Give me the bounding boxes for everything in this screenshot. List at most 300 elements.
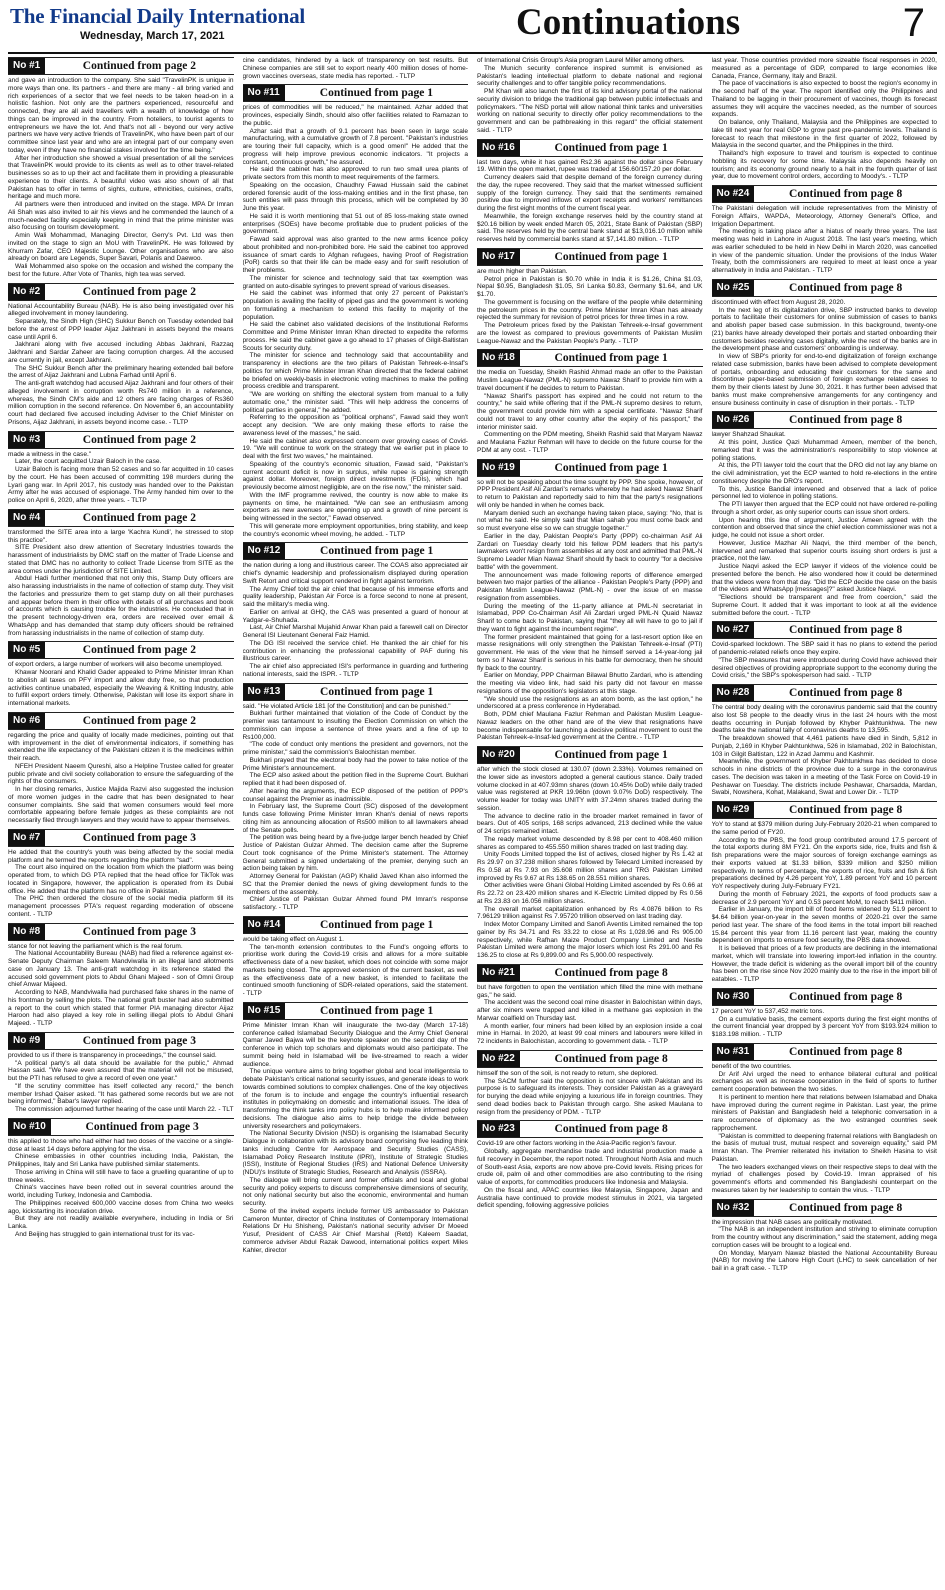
article-paragraph: The ready market volume descended by 8.98 per cent to 408.460 million shares as compared to 455.550 million shares traded on last trading day.: [477, 835, 703, 851]
article-paragraph: On the fiscal and, APAC countries like Malaysia, Singapore, Japan and Australia have continued to provide modest stimulus in 2021, via targeted deficit spending, following aggressive policies: [477, 1186, 703, 1210]
article-header: [477, 746, 703, 764]
continuation-article: [8, 283, 234, 427]
article-number-badge: No #14: [243, 917, 286, 933]
article-body: [8, 77, 234, 279]
continuation-article: [8, 57, 234, 279]
continuation-article: [8, 509, 234, 638]
article-paragraph: The minister for science and technology said that tax exemption was granted on auto-disable syringes to prevent spread of various diseases.: [242, 274, 468, 290]
article-body: [712, 299, 938, 408]
article-paragraph: With the IMF programme revived, the country is now able to make its payments on time, he maintained. "We can see an enthusiasm among exporters as new avenues are opening up and a growth of nine percent is being witnessed in the sector," Fawad observed.: [242, 491, 468, 522]
article-paragraph: Maryam denied such an exchange having taken place, saying: "No, that is not what he said. He simply said that Mian sahab you must come back and so must everyone else so we can struggle together.": [477, 509, 703, 532]
article-paragraph: The breakdown showed that 4,461 patients have died in Sindh, 5,812 in Punjab, 2,169 in Khyber Pakhtunkhwa, 526 in Islamabad, 202 in Balochistan, 103 in Gilgit Baltistan, 122 in Azad Jammu and Kashmir.: [711, 735, 937, 758]
article-header: [8, 1118, 234, 1136]
article-paragraph: The unique venture aims to bring together global and local intelligentsia to debate Pakistan's critical national security issues, and generate ideas to work towards combined solutions to complex challenges. One of the key objectives of the forum is to include and engage the country's influential research institutes in policymaking on domestic and international issues. The idea of transforming the think tanks into policy hubs is to help make informed policy decisions. The dialogue also aims to help bridge the divide between university researchers and policymakers.: [242, 1068, 468, 1130]
page-number: 7: [902, 1, 925, 45]
continuation-article: [8, 829, 234, 919]
continued-from-label: Continued from page 8: [789, 990, 903, 1003]
continuation-article: [712, 279, 938, 408]
article-paragraph: would be taking effect on August 1.: [242, 935, 344, 943]
article-body: [243, 57, 469, 80]
continuation-article: [477, 349, 703, 454]
article-paragraph: The accident was the second coal mine disaster in Balochistan within days, after six miners were trapped and killed in a methane gas explosion in the Marwar coalfield on Thursday last.: [477, 999, 703, 1022]
article-body: [8, 303, 234, 427]
article-paragraph: "Pakistan is committed to deepening fraternal relations with Bangladesh on the basis of mutual trust, mutual respect and sovereign equality," said PM Imran Khan. The Premier reiterated his invitation to Sheikh Hasina to visit Pakistan.: [711, 1132, 937, 1163]
continued-from-label: Continued from page 1: [554, 749, 668, 761]
article-number-badge: No #1: [8, 58, 45, 74]
article-header: [477, 1120, 703, 1138]
continuation-article: [477, 57, 703, 135]
column-1: [8, 57, 234, 1585]
article-number-badge: No #30: [712, 989, 755, 1005]
article-body: [243, 1022, 469, 1255]
article-paragraph: the nation during a long and illustrious career. The COAS also appreciated air chief's dynamic leadership and professionalism displayed during operation Swift Retort and critical support rendered in fight against terrorism.: [242, 562, 468, 585]
article-paragraph: "The NAB is an independent institution and striving to eliminate corruption from the country without any discrimination," said the statement, adding mega corruption cases will be brought to a logical end.: [711, 1226, 937, 1249]
article-paragraph: Uzair Baloch is facing more than 52 cases and so far acquitted in 10 cases by the court. He has been accused of committing 198 murders during the Lyari gang war. In April 2017, his custody was handed over to the Pakistan Army after he was accused of espionage. The Army handed him over to the police on April 6, 2020, after three years. - TLTP: [8, 466, 234, 504]
article-header: [8, 923, 234, 941]
newspaper-name: The Financial Daily International: [10, 4, 306, 28]
article-paragraph: provided to us if there is transparency in proceedings," the counsel said.: [8, 1051, 217, 1059]
article-paragraph: The DG ISI received the service chief. He thanked the air chief for his contribution in enhancing the professional capability of PAF during his illustrious career.: [242, 639, 468, 663]
article-number-badge: No #9: [8, 1033, 45, 1049]
article-paragraph: The Petroleum prices fixed by the Pakistan Tehreek-e-Insaf government are the lowest as compared to previous governments of Pakistan Muslim League-Nawaz and the Pakistan People's Party. - TLTP: [477, 322, 703, 345]
continuation-article: [712, 1199, 938, 1273]
continuation-article: [712, 185, 938, 275]
article-paragraph: regarding the price and quality of locally made medicines, pointing out that with improvement in the diet of environmental indicators, if something has extended the life expectancy of the Pakistani citizen it is the medicines within their reach.: [8, 731, 234, 762]
article-paragraph: Earlier on Monday, PPP Chairman Bilawal Bhutto Zardari, who is attending the meeting via video link, had said his party did not favour en masse resignations of the opposition's legislators at this stage.: [477, 672, 703, 695]
article-paragraph: The former president maintained that going for a last-resort option like en masse resignations will only strengthen the Pakistan Tehreek-e-Insaf (PTI) government. He was of the view that he himself served a 14-year-long jail term so if Nawaz Sharif is serious in his battle for democracy, then he should fly back to the country.: [477, 633, 703, 672]
article-header: [712, 185, 938, 203]
article-paragraph: And Beijing has struggled to gain international trust for its vac-: [15, 1230, 195, 1238]
article-number-badge: No #13: [243, 684, 286, 700]
article-body: [712, 821, 938, 984]
article-paragraph: Upon hearing this line of argument, Justice Ameen agreed with the contention and observed that since the chief election commissioner was not a judge, he could not issue a short order.: [711, 516, 937, 539]
article-paragraph: National Accountability Bureau (NAB). He is also being investigated over his alleged involvement in money laundering.: [8, 302, 234, 318]
article-paragraph: PM Khan will also launch the first of its kind advisory portal of the national security division to bridge the traditional gap between public intellectuals and policymakers. "The NSD portal will allow national think tanks and universities working on national security to directly offer policy recommendations to the government and can be pathbreaking in this regard" the official statement said. - TLTP: [477, 88, 703, 134]
article-header: [712, 621, 938, 639]
article-paragraph: Thailand's high exposure to travel and tourism is expected to continue hobbling its recovery for some time. Malaysia also depends heavily on tourism; and its economy ground nearly to a halt in the fourth quarter of last year, due to movement control orders, according to Moody's. - TLTP: [711, 150, 937, 181]
article-columns: [8, 57, 937, 1585]
article-paragraph: "A political party's all data should be available for the public," Ahmad Hassan said. "We have even assured that the material will not be misused, but the PTI has refused to give a record of even one year.": [8, 1059, 234, 1082]
article-paragraph: After her introduction she showed a visual presentation of all the services that TravelinPK would provide to its clients as well as to other travel-related businesses so as to up their act and facilitate them in providing a pleasurable experience to their clients. A beautiful video was also shown of all that Pakistan has to offer in terms of sights, culture, ethnicities, cuisines, crafts, heritage and much more.: [8, 154, 234, 201]
article-paragraph: He said it is worth mentioning that 51 out of 85 loss-making state owned enterprises (SOEs) have become profitable due to prudent policies of the government.: [242, 212, 468, 236]
article-header: [712, 1199, 938, 1217]
article-paragraph: The ECP also asked about the petition filed in the Supreme Court. Bukhari replied that it had been disposed of.: [242, 772, 468, 787]
article-number-badge: No #32: [712, 1200, 755, 1216]
article-header: [8, 641, 234, 659]
article-paragraph: "We are working on shifting the electoral system from manual to a fully automatic one," the minister said. "This will help address the concerns of political parties in general," he added.: [242, 391, 468, 414]
article-paragraph: The Munich security conference inspired summit is envisioned as Pakistan's leading intellectual platform to debate national and regional security challenges and to offer tangible policy recommendations.: [477, 64, 703, 88]
article-paragraph: Unity Foods Limited topped the list of actives, closed higher by Rs 1.42 at Rs 29.97 on 37.238 million shares followed by Telecard Limited increased by Rs 0.58 at Rs 7.93 on 35.608 million shares and TRG Pakistan Limited improved by Rs 9.67 at Rs 138.65 on 28.551 million shares.: [477, 851, 703, 882]
article-body: [477, 159, 703, 244]
article-body: [243, 104, 469, 538]
continued-from-label: Continued from page 1: [554, 141, 668, 154]
article-paragraph: Last, Air Chief Marshal Mujahid Anwar Khan paid a farewell call on Director General ISI Lieutenant General Faiz Hamid.: [242, 624, 468, 639]
article-paragraph: of International Crisis Group's Asia program Laurel Miller among others.: [477, 57, 685, 64]
continuation-article: [712, 411, 938, 617]
article-body: [8, 1052, 234, 1114]
article-paragraph: last year. Those countries provided more sizeable fiscal responses in 2020, measured as a percentage of GDP, compared to large economies like Canada, France, Germany, Italy and Brazil.: [711, 57, 937, 80]
article-paragraph: The government is focusing on the welfare of the people while determining the petroleum prices in the country. Prime Minister Imran Khan has already rejected the summary for revision of petrol prices for three times in a row.: [477, 298, 703, 322]
section-title: Continuations: [516, 2, 741, 43]
article-paragraph: Index Motor Company Limited and Sanofi Aventis Limited remained the top gainer by Rs 34.71 and Rs 33.22 to close at Rs 1,028.96 and Rs 905.00 respectively, while Rafhan Maize Product Company Limited and Nestle Pakistan Limited were among the major losers which lost Rs 291.00 and Rs 136.25 to close at Rs 9,899.00 and Rs 5,900.00 respectively.: [477, 921, 703, 959]
article-paragraph: Jakhrani along with five accused including Abbas Jakhrani, Razzaq Jakhrani and Sardar Zaheer are facing corruption charges. All the accused are currently in jail, except Jakhrani.: [8, 341, 234, 364]
article-header: [712, 1043, 938, 1061]
article-paragraph: discontinued with effect from August 28, 2020.: [711, 298, 846, 306]
article-paragraph: the media on Tuesday, Sheikh Rashid Ahmad made an offer to the Pakistan Muslim League-Nawaz (PML-N) supremo Nawaz Sharif to provide him with a travel document if he decides to return to Pakistan.: [477, 369, 703, 392]
article-paragraph: In February last, the Supreme Court (SC) disposed of the development funds case following Prime Minister Imran Khan's denial of news reports citing him as announcing allocation of Rs500 million to all lawmakers ahead of the Senate polls.: [242, 803, 468, 834]
article-paragraph: made a witness in the case.": [8, 450, 92, 458]
article-paragraph: The National Accountability Bureau (NAB) had filed a reference against ex-Senate Deputy Chairman Saleem Mandviwalla in an illegal land allotments case on January 13. The anti-graft watchdog in its reference stated the accused sold government plots to Abdul Ghani Majeed - son of Omni Group chief Anwar Majeed.: [8, 950, 234, 989]
continuation-article: [477, 746, 703, 960]
continued-from-label: Continued from page 3: [85, 1120, 199, 1133]
article-paragraph: In the next leg of its digitalization drive, SBP instructed banks to develop portals to facilitate their customers for online submission of cases to banks and abolish paper based case submission. In this background, twenty-one (21) banks have already developed their portals and started onboarding their customers besides receiving cases digitally, while the rest of the banks are in the development phase and customers' onboarding is underway.: [711, 306, 937, 353]
article-body: [8, 849, 234, 919]
article-header: [477, 139, 703, 157]
continued-from-label: Continued from page 8: [789, 624, 903, 637]
continued-from-label: Continued from page 8: [554, 1052, 668, 1065]
article-paragraph: Wali Mohammed also spoke on the occasion and wished the company the best for the future. After Vote of Thanks, high tea was served.: [8, 263, 234, 278]
article-number-badge: No #2: [8, 284, 45, 300]
article-paragraph: transformed the SITE area into a large 'Kachra Kundi', he stressed to stop this practice".: [8, 528, 234, 544]
article-paragraph: He said the cabinet was informed that only 27 percent of Pakistan's population is availing the facility of piped gas and the government is working on formulating a mechanism to extend this facility to majority of the population.: [242, 290, 468, 321]
continued-from-label: Continued from page 8: [789, 281, 903, 294]
article-header: [243, 916, 469, 934]
continuation-article: [712, 57, 938, 181]
article-paragraph: The dialogue will bring current and former officials and local and global security and policy experts to discuss comprehensive dimensions of security, not only national security but also the economic, environmental and human security.: [242, 1176, 468, 1207]
article-paragraph: He said the cabinet has also approved to run two small urea plants of private sectors from this month to meet requirements of the farmers.: [242, 166, 468, 181]
article-paragraph: 17 percent YoY to 537,452 metric tons.: [711, 1007, 825, 1015]
continued-from-label: Continued from page 8: [789, 188, 903, 200]
article-paragraph: "If the scrutiny committee has itself collected any record," the bench member Irshad Qaiser asked. "It has gathered some records but we are not being informed," Babar's lawyer replied.: [8, 1082, 234, 1106]
article-paragraph: of export orders, a large number of workers will also become unemployed.: [8, 661, 223, 669]
article-paragraph: this applied to those who had either had two doses of the vaccine or a single-dose at least 14 days before applying for the visa.: [8, 1137, 234, 1153]
article-paragraph: The National Security Division (NSD) is organising the Islamabad Security Dialogue in collaboration with its advisory board comprising five leading think tanks including Centre for Aerospace and Security Studies (CASS), Islamabad Policy Research Institute (IPRI), Institute of Strategic Studies (ISSI), Institute of Regional Studies (IRS) and National Defence University (NDU)'s Institute of Strategic Studies, Research and Analysis (ISSRA).: [242, 1130, 468, 1176]
article-header: [8, 1032, 234, 1050]
article-number-badge: No #16: [477, 140, 520, 156]
article-paragraph: The Philippines received 600,000 vaccine doses from China two weeks ago, kickstarting its inoculation drive.: [8, 1199, 234, 1215]
masthead: [8, 0, 937, 54]
continued-from-label: Continued from page 1: [320, 685, 434, 698]
article-paragraph: NFEH President Naeem Qureshi, also a Helpline Trustee called for greater public private and civil society collaboration to ensure the safeguarding of the rights of the consumers.: [8, 762, 234, 786]
article-paragraph: During the month of February 2021, the exports of food products saw a decrease of 2.9 percent YoY and 0.53 percent MoM, to reach $411 million.: [711, 890, 937, 906]
article-paragraph: Meanwhile, the government of Khyber Pakhtunkhwa has decided to close schools in nine districts of the province due to a surge in the coronavirus cases. The decision was taken in a meeting of the Task Force on Covid-19 in Peshawar on Tuesday. The districts include Peshawar, Charsadda, Mardan, Swabi, Nowshera, Kohat, Malakand, Swat and Lower Dir. - TLTP: [711, 758, 937, 797]
article-paragraph: Both, PDM chief Maulana Fazlur Rehman and Pakistan Muslim League-Nawaz leaders on the other hand are of the view that resignations have become indispensable for launching a decisive political movement to oust the Pakistan Tehreek-e-Insaf-led government at the Centre. - TLTP: [477, 711, 703, 742]
article-paragraph: "The code of conduct only mentions the president and governors, not the prime minister," said the commission's Balochistan member.: [242, 741, 468, 756]
article-paragraph: Chief Justice of Pakistan Gulzar Ahmed found PM Imran's response satisfactory. - TLTP: [242, 896, 468, 911]
article-number-badge: No #29: [712, 802, 755, 818]
article-paragraph: Covid-sparked lockdown. The SBP said it has no plans to extend the period of pandemic-related reliefs once they expire.: [711, 641, 937, 656]
article-paragraph: and gave an introduction to the company. She said "TravelinPK is unique in more ways than one. Its partners - and there are many - all bring varied and rich experiences of a sector that we feel needs to be taken head-on in a holistic fashion. Not only are the partners experienced, resourceful and connected, they are all avid travellers with a wealth of knowledge of how things can be improved in the country. From hoteliers, to tourist agents to entrepreneurs we have the lot. And that's not all - beyond our very active partners we have very active friends of TravelinPK, who have been part of our committee since last year and who are an integral part of our company even today, even if they have no financial stakes involved for the time being.": [8, 77, 234, 154]
article-number-badge: No #6: [8, 713, 45, 729]
continuation-article: [477, 964, 703, 1046]
article-number-badge: No #31: [712, 1044, 755, 1060]
continued-from-label: Continued from page 8: [789, 414, 903, 427]
column-3: [477, 57, 703, 1585]
article-paragraph: However, Justice Mazhar Ali Naqvi, the third member of the bench, intervened and remarked that superior courts issuing short orders is just a practice, not the law.: [711, 539, 937, 563]
article-paragraph: He said the cabinet also expressed concern over growing cases of Covid-19. "We will continue to work on the strategy that we earlier put in place to deal with the first two waves," he maintained.: [242, 437, 468, 460]
article-body: [477, 1070, 703, 1117]
issue-date: Wednesday, March 17, 2021: [80, 30, 225, 42]
article-paragraph: It is pertinent to mention here that relations between Islamabad and Dhaka have improved during the current regime in Pakistan. Last year, the prime ministers of Pakistan and Bangladesh held a telephonic conversation in a rare occurrence of diplomacy as the two estranged countries seek rapprochement.: [711, 1093, 937, 1132]
continued-from-label: Continued from page 1: [320, 918, 434, 931]
article-paragraph: The advance to decline ratio in the broader market remained in favor of bears. Out of 405 scrips, 168 scrips advanced, 213 declined while the value of 24 scrips remained intact.: [477, 812, 703, 835]
continuation-article: [712, 684, 938, 797]
article-number-badge: No #4: [8, 510, 45, 526]
article-header: [8, 712, 234, 730]
article-paragraph: At this, the PTI lawyer told the court that the DRO did not lay any blame on the civil administration, yet the ECP wanted to hold re-elections in the entire constituency despite the DRO's report.: [711, 462, 937, 485]
continued-from-label: Continued from page 1: [554, 461, 668, 474]
article-number-badge: No #22: [477, 1051, 520, 1067]
article-header: [243, 542, 469, 560]
article-paragraph: Globally, aggregate merchandise trade and industrial production made a full recovery in December, the report noted. Throughout North Asia and much of South-east Asia, exports are now above pre-Covid levels. Rising prices for crude oil, palm oil and other commodities are also contributing to the rising value of exports, for commodities producers like Indonesia and Malaysia.: [477, 1148, 703, 1186]
article-paragraph: The ten-month extension contributes to the Fund's ongoing efforts to prioritise work during the Covid-19 crisis and allows for a more suitable effectiveness date of a new basket, which does not coincide with some major markets being closed. The approved extension of the current basket, as well as the effectiveness date of a new basket, is intended to facilitate the continued smooth functioning of SDR-related operations, said the statement. - TLTP: [242, 943, 468, 997]
article-paragraph: benefit of the two countries.: [711, 1062, 792, 1070]
article-paragraph: Speaking on the occasion, Chaudhry Fawad Hussain said the cabinet ordered forensic audit of the loss-making entities and in the first phase, ten such entities will pass through this process, which will be completed by 30 June this year.: [242, 181, 468, 212]
article-paragraph: But they are not readily available everywhere, including in India or Sri Lanka.: [8, 1215, 234, 1230]
continued-from-label: Continued from page 8: [789, 1201, 903, 1214]
article-paragraph: During the meeting of the 11-party alliance at PML-N secretariat in Islamabad, PPP Co-Chairman Asif Ali Zardari urged PML-N Quaid Nawaz Sharif to come back to Pakistan, saying that "they all will have to go to jail if they want to fight against the incumbent regime".: [477, 602, 703, 633]
article-paragraph: are much higher than Pakistan.: [477, 267, 568, 275]
article-paragraph: The SACM further said the opposition is not sincere with Pakistan and its purpose is to safeguard its interests. They consider Pakistan as a graveyard for burying the dead while enjoying a luxurious life in foreign countries. They send dead bodies back to Pakistan through cargo. She asked Maulana to resign from the presidency of PDM. - TLTP: [477, 1077, 703, 1116]
article-paragraph: "We should use the resignations as an atom bomb, as the last option," he underscored at a press conference in Hyderabad.: [477, 695, 703, 711]
article-paragraph: The Army Chief told the air chief that because of his immense efforts and quality leadership, Pakistan Air Force is a force second to none at present, said the military's media wing.: [242, 585, 468, 608]
article-paragraph: The PTI lawyer then argued that the ECP could not have ordered re-polling through a short order, as only superior courts can issue short orders.: [711, 501, 937, 516]
article-header: [8, 431, 234, 449]
continuation-article: [243, 542, 469, 678]
article-paragraph: The SHC Sukkur Bench after the preliminary hearing extended bail before the arrest of Aijaz Jakhrani and Lubna Farhad until April 6.: [8, 364, 234, 380]
article-header: [8, 829, 234, 847]
article-paragraph: To this, Justice Bandial intervened and observed that a lack of police personnel led to violence in polling stations.: [711, 485, 937, 501]
article-number-badge: No #17: [477, 249, 520, 265]
article-body: [712, 641, 938, 680]
article-paragraph: Meanwhile, the foreign exchange reserves held by the country stand at $20.16 billion by week ended March 05, 2021, State Bank of Pakistan (SBP) said. The reserves held by the central bank stand at $13,016.10 million while reserves held by commercial banks stand at $7,141.80 million. - TLTP: [477, 212, 703, 243]
article-paragraph: Justice Naqvi asked the ECP lawyer if videos of the violence could be presented before the bench. He also wondered how it could be determined that the videos were from that day. "Did the ECP decide the case on the basis of the videos and WhatsApp [messages]?" asked Justice Naqvi.: [711, 563, 937, 594]
article-paragraph: According to NAB, Mandviwalla had purchased fake shares in the name of his frontman by selling the plots. The national graft buster had also submitted a report to the court which stated that former PIA managing director Aijaz Haroon had also played a key role in selling illegal plots to Abdul Ghani Majeed. - TLTP: [8, 989, 234, 1027]
article-header: [8, 283, 234, 301]
article-body: [712, 1008, 938, 1039]
article-paragraph: Bukhari prayed that the electoral body had the power to take notice of the Prime Minister's announcement.: [242, 756, 468, 772]
article-number-badge: No #28: [712, 685, 755, 701]
continued-from-label: Continued from page 1: [554, 250, 668, 263]
article-body: [8, 732, 234, 825]
article-paragraph: Khawar Noorani and Khalid Gader appealed to Prime Minister Imran Khan to abolish all taxes on PFY import and allow duty free, so that production activities continue unabated, especially the Weaving & Knitting Industry, able to fulfill export orders timely. Otherwise, Pakistan will lose its export share in international markets.: [8, 669, 234, 707]
article-paragraph: A month earlier, four miners had been killed by an explosion inside a coal mine in Harnai. In 2020, at least 99 coal miners and labourers were killed in 72 incidents in Balochistan, according to government data. - TLTP: [477, 1022, 703, 1045]
article-paragraph: Earlier on arrival at GHQ, the CAS was presented a guard of honour at Yadgar-e-Shuhada.: [242, 608, 468, 624]
article-header: [477, 1050, 703, 1068]
article-paragraph: last two days, while it has gained Rs2.36 against the dollar since February 19. Within the open market, rupee was traded at 156.60/157.20 per dollar.: [477, 158, 703, 174]
article-paragraph: stance for not leaving the parliament which is the real forum.: [8, 942, 183, 950]
article-number-badge: No #26: [712, 412, 755, 428]
article-body: [477, 984, 703, 1046]
article-header: [8, 509, 234, 527]
article-paragraph: "The SBP measures that were introduced during Covid have achieved their desired objectives of providing appropriate support to the economy during the Covid crisis," the SBP's spokesperson had said. - TLTP: [711, 656, 937, 680]
continuation-article: [243, 57, 469, 80]
article-paragraph: SITE President also drew attention of Secretary Industries towards the harassment of industrialists by DMC staff on the matter of Trade License and stated that DMC has no authority to collect Trade License from SITE as the area comes under the jurisdiction of SITE Limited.: [8, 544, 234, 575]
article-paragraph: This will generate more employment opportunities, bring stability, and keep the country's economic wheel moving, he added. - TLTP: [242, 522, 468, 538]
article-paragraph: The two leaders exchanged views on their respective steps to deal with the myriad of challenges posed by Covid-19. Imran appraised of his government's efforts and commended his Bangladeshi counterpart on the measures taken by her leadership to contain the virus. - TLTP: [711, 1163, 937, 1194]
article-paragraph: According to the PBS, the food group contributed around 17.5 percent of the total exports during 8M FY21. On the exports side, rice, fruits and fish & fish preparations were the major sources of foreign exchange earnings as their exports valued at $1.33 billion, $339 million and $250 million respectively. In terms of percentage, the exports of rice, fruits and fish & fish preparations declined by 4.26 percent YoY, 1.89 percent YoY and 10 percent YoY respectively during July-February FY21.: [711, 836, 937, 890]
article-header: [477, 459, 703, 477]
article-body: [712, 704, 938, 797]
article-paragraph: The central body dealing with the coronavirus pandemic said that the country also lost 58 people to the deadly virus in the last 24 hours with the most deaths occurring in Punjab followed by Khyber Pakhtunkhwa. The new deaths take the national tally of coronavirus deaths to 13,595.: [711, 704, 937, 735]
article-paragraph: said. "He violated Article 181 [of the Constitution] and can be punished.": [242, 702, 451, 710]
article-paragraph: Earlier in January, the import bill of food items widened by 51.9 percent to $4.64 billion year-on-year in the seven months of 2020-21 over the same period last year. The share of the food items in the total import bill reached 15.84 percent this year from 11.16 percent last year, making the country dependent on imports to ensure food security, the PBS data showed.: [711, 906, 937, 945]
article-paragraph: Fawad said approval was also granted to the new arms licence policy about prohibited and non-prohibited bore. He said the cabinet too approved issuance of smart cards to Afghan refugees, having Proof of Registration (PoR) cards so that their life can be made easy and for swift resolution of their problems.: [242, 236, 468, 274]
article-paragraph: The minister for science and technology said that accountability and transparency in elections are the two pillars of Pakistan Tehreek-e-Insaf's politics for which Prime Minister Imran Khan directed that the federal cabinet be briefed on weekly-basis in electronic voting machines to make the polling process credible and transparent.: [242, 352, 468, 391]
article-paragraph: "Elections should be transparent and free from coercion," said the Supreme Court. It added that it was important to look at all the evidence submitted before the court. - TLTP: [711, 594, 937, 617]
article-paragraph: but have forgotten to open the ventilation which filled the mine with methane gas," he said.: [477, 983, 703, 999]
article-header: [477, 248, 703, 266]
continued-from-label: Continued from page 1: [320, 1004, 434, 1017]
continued-from-label: Continued from page 1: [320, 545, 434, 558]
article-paragraph: so will not be speaking about the time sought by PPP. She spoke, however, of PPP President Asif Ali Zardari's remarks whereby he had asked Nawaz Sharif to return to Pakistan and reportedly said to him that the party's resignations will only be handed in when he comes back.: [477, 478, 703, 509]
article-header: [712, 988, 938, 1006]
article-number-badge: No #27: [712, 622, 755, 638]
article-body: [243, 936, 469, 998]
continuation-article: [712, 801, 938, 984]
article-paragraph: Referring to the opposition as "political orphans", Fawad said they won't accept any decision. "We are only making these efforts to raise the awareness level of the masses," he said.: [242, 414, 468, 437]
article-number-badge: No #24: [712, 186, 755, 202]
article-body: [712, 431, 938, 617]
continued-from-label: Continued from page 8: [554, 1123, 668, 1136]
continuation-article: [8, 923, 234, 1028]
article-paragraph: On Monday, Maryam Nawaz blasted the National Accountability Bureau (NAB) for moving the Lahore High Court (LHC) to seek cancellation of her bail in a graft case. - TLTP: [711, 1249, 937, 1272]
continued-from-label: Continued from page 3: [82, 925, 196, 938]
article-paragraph: Chinese embassies in other countries including India, Pakistan, the Philippines, Italy and Sri Lanka have published similar statements.: [8, 1153, 234, 1168]
continued-from-label: Continued from page 2: [82, 433, 196, 446]
column-2: [243, 57, 469, 1585]
article-number-badge: No #19: [477, 460, 520, 476]
article-paragraph: Azhar said that a growth of 9.1 percent has been seen in large scale manufacturing, with a cumulative growth of 7.8 percent. "Pakistan's industries are touring their full capacity, which is a good omen!" He added that the progress will help improve previous economic indicators. "It projects a constant, continuous growth," he assured.: [242, 127, 468, 166]
article-paragraph: Petrol price in Pakistan is $0.70 while in India it is $1.26, China $1.03, Nepal $0.95, Bangladesh $1.05, Sri Lanka $0.83, Germany $1.64, and UK $1.70.: [477, 275, 703, 298]
article-number-badge: No #8: [8, 924, 45, 940]
article-header: [712, 684, 938, 702]
article-header: [243, 683, 469, 701]
article-paragraph: prices of commodities will be reduced," he maintained. Azhar added that provinces, especially Sindh, should also offer facilities related to Ramazan to the public.: [242, 104, 468, 127]
article-paragraph: lawyer Shahzad Shaukat.: [711, 431, 786, 439]
continuation-article: [8, 431, 234, 505]
article-body: [477, 57, 703, 135]
article-paragraph: He added that the country's youth was being affected by the social media platform and he termed the reports regarding the platform "sad".: [8, 848, 234, 864]
article-paragraph: On balance, only Thailand, Malaysia and the Philippines are expected to take till next year for real GDP to grow past pre-pandemic levels. Thailand is forecast to reach that milestone in the first quarter of 2022, followed by Malaysia in the second quarter, and the Philippines in the third.: [711, 119, 937, 150]
article-paragraph: In view of SBP's priority for end-to-end digitalization of foreign exchange related case submission, banks have been advised to complete development of portals, onboarding and educating their customers for the same and discontinue paper-based submission of foreign exchange related cases to them by their clients latest by June 30, 2021. It has further been advised that banks must make comprehensive arrangements for any contingency and ensure business continuity in case of disruption in their portals. - TLTP: [711, 353, 937, 407]
continuation-article: [243, 916, 469, 998]
article-body: [477, 766, 703, 960]
article-number-badge: No #20: [477, 747, 520, 763]
continued-from-label: Continued from page 2: [82, 511, 196, 524]
article-paragraph: Currency dealers said that despite demand of the foreign currency during the day, the rupee recovered. They said that the market witnessed sufficient supply of the foreign currency. They said that the sentiments remained positive due to improved inflows of export receipts and workers' remittances during the first eight months of the current fiscal year.: [477, 174, 703, 212]
continuation-article: [477, 1120, 703, 1210]
article-body: [477, 1140, 703, 1210]
article-paragraph: Abdul Hadi further mentioned that not only this, Stamp Duty officers are also harassing industrialists in the name of collection of stamp duty. They visit the factories and pressurize them to get stamp duty on all their purchases and appear before them in their office with details of all purchases and book of accounts which is causing trouble for the industries. He concluded that in the present technology-driven era, orders are received over email & WhatsApp and has demanded that stamp duty officers should be refrained from harassing industrialists in the name of collection of stamp duty.: [8, 575, 234, 637]
article-number-badge: No #15: [243, 1003, 286, 1019]
article-header: [477, 349, 703, 367]
article-paragraph: YoY to stand at $379 million during July-February 2020-21 when compared to the same period of FY20.: [711, 821, 937, 836]
continuation-article: [712, 1043, 938, 1195]
article-paragraph: In her closing remarks, Justice Majida Razvi also suggested the inclusion of more women judges in the cadre that has been designated to hear consumer complaints. She said that women consumers would feel more comfortable appearing before female judges as these complaints are not necessarily filed through lawyers and they would have to appear themselves.: [8, 786, 234, 824]
article-paragraph: "Nawaz Sharif's passport has expired and he could not return to the country," he said while offering that if the PML-N supremo desires to return, the government could provide him with a special certificate. "Nawaz Sharif could not travel to any other country after the expiry of his passport," the interior minister said.: [477, 392, 703, 431]
article-body: [712, 57, 938, 181]
article-paragraph: The commission adjourned further hearing of the case until March 22. - TLT: [15, 1106, 234, 1113]
article-header: [243, 84, 469, 102]
article-paragraph: cine candidates, hindered by a lack of transparency on test results. But Chinese companies are still set to export nearly 400 million doses of home-grown vaccines overseas, state media has reported. - TLTP: [242, 57, 468, 80]
continued-from-label: Continued from page 8: [554, 966, 668, 979]
continuation-article: [243, 84, 469, 538]
article-body: [8, 1138, 234, 1239]
masthead-left: [10, 4, 305, 42]
article-paragraph: He said the cabinet also validated decisions of the Institutional Reforms Committee and Prime Minister Imran Khan directed to expedite the reforms process. He said the cabinet gave a go ahead to 17 phases of Gilgit-Baltistan Scouts for security duty.: [242, 321, 468, 352]
article-paragraph: Commenting on the PDM meeting, Sheikh Rashid said that Maryam Nawaz and Maulana Fazlur Rehman will have to decide on the future course for the PDM at any cost. - TLTP: [477, 431, 703, 454]
article-paragraph: the impression that NAB cases are politically motivated.: [711, 1218, 873, 1226]
article-body: [8, 451, 234, 505]
article-header: [243, 1002, 469, 1020]
continued-from-label: Continued from page 3: [82, 1034, 196, 1047]
column-4: [712, 57, 938, 1585]
article-paragraph: Other activities were Ghani Global Holding Limited ascended by Rs 0.66 at Rs 22.72 on 23.420 million shares and K-Electric Limited dipped by Rs 0.56 at Rs 23.83 on 16.056 million shares.: [477, 882, 703, 905]
article-paragraph: The court also inquired on the location from which the platform was being operated from, to which DG PTA replied that the head office for TikTok was located in Singapore, however, the application is operated from its Dubai office. He added that the platform has no office in Pakistan.: [8, 864, 234, 895]
continued-from-label: Continued from page 8: [789, 687, 903, 699]
article-paragraph: Attorney General for Pakistan (AGP) Khalid Javed Khan also informed the SC that the Premier denied the news of giving development funds to the members of the assembly.: [242, 873, 468, 896]
article-paragraph: The pace of vaccinations is also expected to boost the region's economy in the second half of the year. The report identified only the Philippines and Thailand to be lagging in their procurement of vaccines, though its forecast assumes they will acquire the vaccines needed, as the number of sources expands.: [711, 80, 937, 119]
article-body: [8, 661, 234, 708]
article-number-badge: No #10: [8, 1119, 51, 1135]
continued-from-label: Continued from page 2: [82, 714, 196, 727]
continuation-article: [477, 459, 703, 743]
article-body: [477, 268, 703, 346]
article-paragraph: Speaking of the country's economic situation, Fawad said, "Pakistan's current account deficit is now in surplus, while rupee is gaining strength against dollar. Moreover, foreign direct investments (FDIs), which had previously become almost negligible, are on the rise now," the minister said.: [242, 460, 468, 491]
article-paragraph: Amin Wali Mohammad, Managing Director, Gerry's Pvt. Ltd was then invited on the stage to sign an MoU with TravelinPK. He was followed by Khurram Zafar, CEO Majestic Lounge. Other organisations who are also already on board are Legends, Super Savari, Polanis and Daewoo.: [8, 232, 234, 263]
article-header: [712, 279, 938, 297]
article-paragraph: Separately, the Sindh High (SHC) Sukkur Bench on Tuesday extended bail before the arrest of PPP leader Aijaz Jakhrani in assets beyond the means case until April 6.: [8, 318, 234, 341]
continued-from-label: Continued from page 2: [82, 644, 196, 657]
article-paragraph: The anti-graft watchdog had accused Aijaz Jakhrani and four others of their alleged involvement in corruption worth Rs740 million in a reference, whereas, the Sindh CM's aide and 12 others are facing charges of Rs360 million corruption in the second reference. On November 6, an accountability court had declared five accused including Adviser to the Chief Minister on Prisons, Aijaz Jakhrani, in assets beyond income case. - TLTP: [8, 380, 234, 426]
article-header: [712, 411, 938, 429]
article-number-badge: No #12: [243, 543, 286, 559]
continued-from-label: Continued from page 8: [789, 1045, 903, 1058]
article-paragraph: The meeting is taking place after a hiatus of nearly three years. The last meeting was held in Lahore in August 2018. The last year's meeting, which was earlier scheduled to be held in New Delhi in March 2020, was cancelled in view of the pandemic situation. Under the provisions of the Indus Water Treaty, both the commissioners are required to meet at least once a year alternatively in India and Pakistan. - TLTP: [711, 228, 937, 274]
article-paragraph: Later, the court acquitted Uzair Baloch in the case.: [15, 458, 162, 466]
article-body: [712, 205, 938, 275]
article-paragraph: The overall market capitalization enhanced by Rs 4.0876 billion to Rs 7.96129 trillion against Rs 7.95720 trillion observed on last trading day.: [477, 905, 703, 921]
continuation-article: [477, 248, 703, 346]
continued-from-label: Continued from page 1: [319, 87, 433, 100]
article-number-badge: No #21: [477, 965, 520, 981]
article-paragraph: After hearing the arguments, the ECP disposed of the petition of PPP's counsel against the Premier as inadmissible.: [242, 787, 468, 803]
article-paragraph: At this point, Justice Qazi Muhammad Ameen, member of the bench, remarked that it was the administration's responsibility to stop violence at polling stations.: [711, 439, 937, 462]
continuation-article: [477, 1050, 703, 1117]
article-number-badge: No #25: [712, 280, 755, 296]
article-header: [477, 964, 703, 982]
continued-from-label: Continued from page 2: [82, 285, 196, 298]
article-body: [243, 703, 469, 912]
article-paragraph: Some of the invited experts include former US ambassador to Pakistan Cameron Munter, director of China Institutes of Contemporary International Relations Dr Hu Shisheng, Pakistan's national security adviser Dr Moeed Yusuf, President of CASS Air Chief Marshal (Retd) Kaleem Saadat, commerce adviser Abdul Razak Dawood, international politics expert Miles Kahler, director: [242, 1207, 468, 1254]
article-number-badge: No #7: [8, 830, 45, 846]
continued-from-label: Continued from page 3: [82, 831, 196, 844]
article-number-badge: No #5: [8, 642, 45, 658]
article-paragraph: Dr Arif Alvi urged the need to enhance bilateral cultural and political exchanges as well as increase cooperation in the field of sports to further cement cooperation between the two sides.: [711, 1070, 937, 1093]
article-header: [712, 801, 938, 819]
article-paragraph: The PHC then ordered the closure of the social media platform till its management processes PTA's request regarding moderation of obscene content. - TLTP: [8, 895, 234, 918]
continuation-article: [712, 621, 938, 680]
article-body: [8, 943, 234, 1028]
continuation-article: [243, 683, 469, 912]
article-header: [8, 57, 234, 75]
article-body: [477, 369, 703, 454]
article-paragraph: Those arriving in China will still have to face a gruelling quarantine of up to three weeks.: [8, 1168, 234, 1184]
article-paragraph: China's vaccines have been rolled out in several countries around the world, including Turkey, Indonesia and Cambodia.: [8, 1184, 234, 1199]
continuation-article: [712, 988, 938, 1039]
article-paragraph: The Pakistani delegation will include representatives from the Ministry of Foreign Affairs, WAPDA, Meteorology, Attorney General's Office, and Irrigation Department.: [711, 205, 937, 228]
